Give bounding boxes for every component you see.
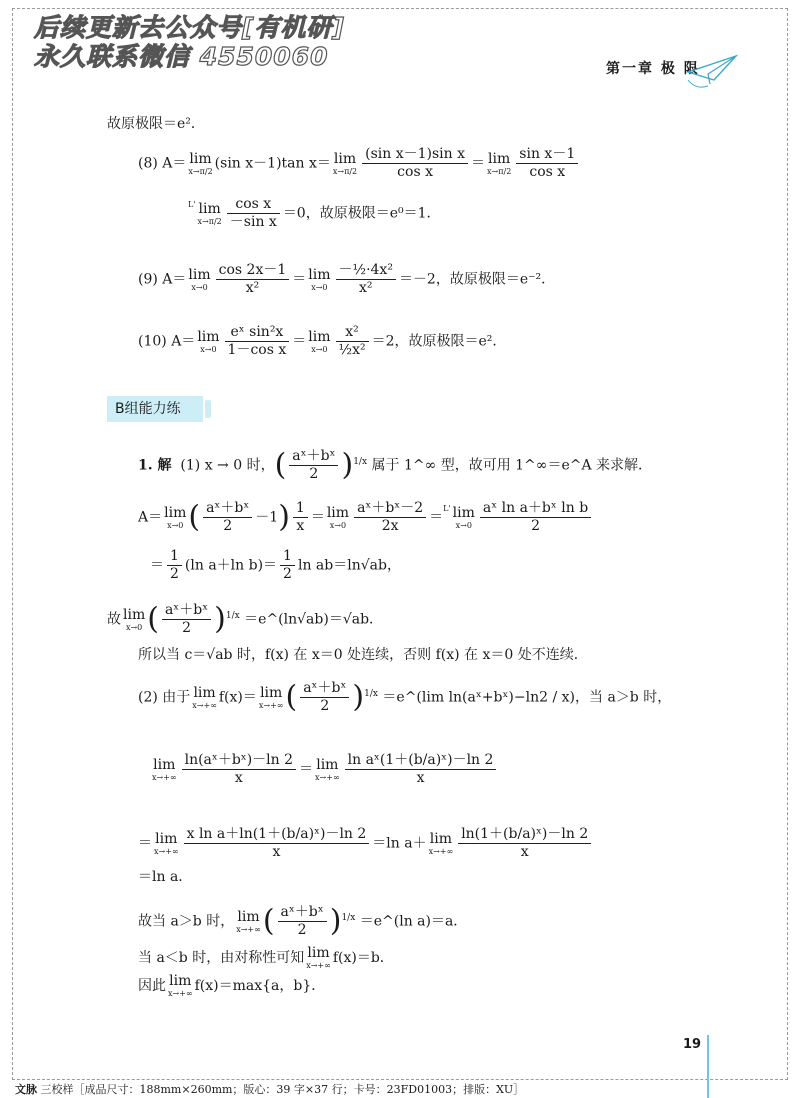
math-text: ＝: [299, 761, 314, 778]
denominator: 2: [283, 566, 292, 582]
fraction: [182, 752, 296, 787]
denominator: cos x: [397, 164, 433, 180]
math-line-G1: 故 lim x→0 ( $\frac{\text{aˣ＋bˣ}}{2}$ )$^{1/x}$ ＝e^(ln√ab)＝√ab．: [107, 601, 384, 637]
math-text: ＝ln a＋: [372, 835, 427, 852]
math-line-A2: [150, 548, 401, 583]
lim-word: lim: [308, 328, 331, 345]
page-number: 19: [683, 1037, 702, 1052]
lim-word: lim: [237, 908, 260, 925]
math-text: (2) 由于: [138, 689, 191, 706]
denominator: 1－cos x: [227, 342, 287, 358]
denominator: 2: [223, 518, 233, 534]
section-heading: B组能力练: [107, 396, 203, 422]
lim-sub: x→π/2: [188, 166, 213, 176]
lim-sub: x→0: [311, 344, 328, 354]
lim-word: lim: [153, 756, 176, 773]
denominator: 2: [309, 466, 319, 482]
lim-word: lim: [123, 606, 146, 623]
numerator: －½·4x²: [336, 262, 396, 280]
math-text: f(x)＝: [218, 689, 257, 706]
math-text: (8) A＝: [138, 155, 187, 172]
lim-op: [333, 152, 357, 176]
text-line: ＝ln a．: [138, 869, 193, 885]
numerator: aˣ＋bˣ: [300, 680, 349, 698]
chapter-header: 第一章 极 限: [606, 61, 700, 77]
numerator: sin x－1: [516, 146, 578, 164]
denominator: x²: [245, 280, 260, 296]
math-text: ＝0，故原极限＝e⁰＝1．: [282, 205, 441, 222]
math-line-q1: 1. 解 (1) x → 0 时，( $\frac{\text{aˣ＋bˣ}}{2}$ )$^{1/x}$ 属于 1^∞ 型，故可用 1^∞＝e^A 来求解．: [138, 447, 653, 483]
lim-op: [198, 202, 222, 226]
lim-sub: x→π/2: [332, 166, 358, 176]
lim-sub: x→0: [167, 520, 184, 530]
lim-op: [188, 152, 212, 176]
numerator: ln(1＋(b/a)ˣ)－ln 2: [458, 826, 591, 844]
fraction: [293, 500, 308, 535]
denominator: 2: [531, 518, 540, 534]
math-text: 属于 1^∞ 型，故可用 1^∞＝e^A 来求解．: [371, 457, 653, 474]
numerator: cos x: [227, 196, 280, 214]
denominator: －sin x: [229, 214, 277, 230]
lim-op: [192, 686, 217, 710]
denominator: x²: [358, 280, 373, 296]
math-line-R2: [138, 826, 594, 861]
lim-word: lim: [333, 150, 357, 167]
numerator: (sin x－1)sin x: [362, 146, 468, 164]
denominator: 2x: [381, 518, 399, 534]
math-line-P2: (2) 由于 lim x→+∞ f(x)＝ lim x→+∞ ( $\frac{\text{aˣ＋bˣ}}{2}$ )$^{1/x}$ ＝e^(lim ln(aˣ+bˣ)−ln2 / x)，当 a＞b 时，: [138, 679, 672, 715]
footer-text: 三校样［成品尺寸：188mm×260mm；版心：39 字×37 行；卡号：23FD01003；排版：XU］: [40, 1083, 525, 1096]
denominator: x: [416, 770, 425, 786]
fraction: [278, 904, 327, 939]
lim-word: lim: [326, 504, 350, 521]
lim-op: [487, 152, 511, 176]
exponent: 1/x: [364, 688, 378, 699]
lim-sub: x→π/2: [197, 216, 222, 226]
math-text: f(x)＝max{a，b}．: [194, 978, 326, 994]
numerator: x²: [336, 324, 369, 342]
lim-sub: x→+∞: [258, 700, 284, 710]
lim-sub: x→+∞: [315, 772, 340, 782]
lim-word: lim: [316, 756, 339, 773]
lim-word: lim: [198, 200, 221, 217]
lim-word: lim: [188, 266, 211, 283]
fraction: [203, 500, 252, 535]
denominator: 2: [297, 922, 307, 938]
math-text: ＝: [292, 271, 307, 288]
numerator: aˣ＋bˣ: [278, 904, 327, 922]
numerator: 1: [293, 500, 308, 518]
lim-word: lim: [169, 973, 192, 989]
lim-sub: x→0: [455, 520, 472, 530]
lim-op: [327, 506, 349, 530]
fraction: [184, 826, 370, 861]
lim-sub: x→0: [200, 344, 217, 354]
fraction: [336, 262, 396, 297]
fraction: [480, 500, 591, 535]
math-text: ＝e^(ln a)＝a．: [359, 913, 468, 930]
lim-op: [123, 608, 145, 632]
math-text: ln ab＝ln√ab，: [297, 557, 401, 574]
denominator: 2: [182, 620, 191, 636]
denominator: ½x²: [338, 342, 366, 358]
lim-word: lim: [308, 266, 331, 283]
denominator: 2: [320, 698, 330, 714]
math-text: ＝2，故原极限＝e²．: [371, 333, 507, 350]
lim-sub: x→+∞: [192, 700, 217, 710]
hospital-mark: L': [188, 200, 196, 209]
math-line-K3: [138, 974, 325, 998]
fraction: [225, 324, 290, 359]
lim-op: [306, 946, 331, 970]
lim-sub: x→0: [191, 282, 208, 292]
lim-word: lim: [189, 150, 212, 167]
question-label: 1. 解: [138, 457, 172, 474]
lim-sub: x→+∞: [168, 989, 193, 998]
denominator: x: [296, 518, 305, 534]
math-text: ＝e^(lim ln(aˣ+bˣ)−ln2 / x)，当 a＞b 时，: [382, 689, 672, 706]
math-text: ＝－2，故原极限＝e⁻²．: [398, 271, 556, 288]
fraction: [216, 262, 290, 297]
math-line-R1: [150, 752, 499, 787]
fraction: [516, 146, 578, 181]
math-line-10: [138, 324, 506, 359]
exponent: 1/x: [225, 610, 240, 621]
numerator: cos 2x－1: [216, 262, 290, 280]
lim-op: [236, 910, 261, 934]
math-line-K2: [138, 946, 394, 970]
margin-rule: [707, 1035, 709, 1098]
watermark-line-2: 永久联系微信 4550060: [34, 42, 329, 71]
lim-word: lim: [193, 684, 216, 701]
math-text: (1) x → 0 时，: [180, 457, 275, 474]
math-text: ＝: [429, 509, 444, 526]
numerator: x ln a＋ln(1＋(b/a)ˣ)－ln 2: [184, 826, 370, 844]
lim-sub: x→+∞: [152, 772, 177, 782]
denominator: cos x: [529, 164, 566, 180]
lim-op: [164, 506, 186, 530]
math-text: ＝: [150, 557, 164, 574]
lim-sub: x→0: [329, 520, 347, 530]
math-text: ＝: [310, 509, 325, 526]
lim-sub: x→0: [311, 282, 328, 292]
math-line-9: [138, 262, 555, 297]
numerator: aˣ＋bˣ: [203, 500, 252, 518]
lim-op: [259, 686, 284, 710]
math-text: (10) A＝: [138, 333, 196, 350]
lim-op: [453, 506, 475, 530]
lim-sub: x→0: [125, 622, 143, 632]
fraction: [458, 826, 591, 861]
numerator: aˣ＋bˣ: [162, 602, 211, 620]
lim-op: [308, 268, 330, 292]
denominator: x: [234, 770, 243, 786]
math-text: 故当 a＞b 时，: [138, 913, 235, 930]
text-line: 故原极限＝e²．: [107, 116, 205, 132]
math-text: 因此: [138, 978, 166, 994]
math-text: ＝: [471, 155, 486, 172]
fraction: [167, 548, 182, 583]
numerator: ln aˣ(1＋(b/a)ˣ)－ln 2: [345, 752, 497, 770]
watermark-line-1: 后续更新去公众号[有机研]: [34, 13, 345, 42]
lim-word: lim: [307, 945, 330, 961]
fraction: [345, 752, 497, 787]
fraction: [362, 146, 468, 181]
denominator: x: [272, 844, 281, 860]
lim-op: [168, 974, 193, 998]
fraction: [300, 680, 349, 715]
fraction: [289, 448, 338, 483]
footer-brand: 文脉: [15, 1083, 37, 1096]
fraction: [162, 602, 211, 637]
math-text: (9) A＝: [138, 271, 187, 288]
text-line: 所以当 c＝√ab 时，f(x) 在 x＝0 处连续，否则 f(x) 在 x＝0 处不连续．: [138, 647, 588, 663]
lim-op: [152, 758, 177, 782]
numerator: eˣ sin²x: [225, 324, 290, 342]
lim-word: lim: [429, 830, 452, 847]
fraction: [354, 500, 426, 535]
math-text: (ln a＋ln b)＝: [184, 557, 278, 574]
exponent: 1/x: [353, 456, 368, 467]
lim-word: lim: [164, 504, 187, 521]
fraction: [280, 548, 295, 583]
hospital-mark: L': [443, 504, 451, 513]
footer: [15, 1081, 524, 1097]
fraction: [336, 324, 369, 359]
math-text: A＝: [138, 509, 163, 526]
math-line-8b: [188, 196, 441, 231]
lim-sub: x→π/2: [487, 166, 512, 176]
lim-word: lim: [488, 150, 511, 167]
math-text: －1: [255, 509, 279, 526]
lim-op: [315, 758, 340, 782]
numerator: ln(aˣ＋bˣ)－ln 2: [182, 752, 296, 770]
lim-sub: x→+∞: [154, 846, 179, 856]
math-line-8: [138, 146, 581, 181]
lim-sub: x→+∞: [306, 961, 331, 970]
exponent: 1/x: [341, 912, 356, 923]
math-text: ＝e^(ln√ab)＝√ab．: [244, 611, 384, 628]
math-text: 当 a＜b 时，由对称性可知: [138, 950, 305, 966]
math-line-K1: 故当 a＞b 时， lim x→+∞ ( $\frac{\text{aˣ＋bˣ}}{2}$ )$^{1/x}$ ＝e^(ln a)＝a．: [138, 903, 468, 939]
numerator: aˣ＋bˣ－2: [354, 500, 426, 518]
numerator: 1: [280, 548, 295, 566]
lim-op: [154, 832, 179, 856]
denominator: 2: [170, 566, 179, 582]
paper-plane-icon: [684, 50, 742, 90]
fraction: [227, 196, 280, 231]
lim-word: lim: [197, 328, 220, 345]
lim-op: [197, 330, 219, 354]
math-text: 故: [107, 611, 121, 628]
lim-sub: x→+∞: [428, 846, 454, 856]
lim-word: lim: [452, 504, 475, 521]
lim-op: [308, 330, 330, 354]
lim-op: [429, 832, 454, 856]
lim-sub: x→+∞: [236, 924, 261, 934]
math-text: ＝: [138, 835, 152, 852]
numerator: 1: [167, 548, 182, 566]
lim-word: lim: [155, 830, 178, 847]
math-text: f(x)＝b．: [332, 950, 394, 966]
lim-word: lim: [260, 684, 283, 701]
math-line-A1: A＝ lim x→0 ( $\frac{\text{aˣ＋bˣ}}{2}$ －1) $\frac{1}{x}$ ＝ lim x→0 $\frac{\text{aˣ＋bˣ－2}}{2x}$ ＝$^{L'}$ lim x→0 $\frac{\text{aˣ ln a＋bˣ ln b}}{2}$: [138, 500, 594, 535]
numerator: aˣ ln a＋bˣ ln b: [480, 500, 591, 518]
denominator: x: [520, 844, 529, 860]
numerator: aˣ＋bˣ: [289, 448, 338, 466]
math-text: ＝: [292, 333, 307, 350]
math-text: (sin x－1)tan x＝: [214, 155, 331, 172]
lim-op: [188, 268, 210, 292]
